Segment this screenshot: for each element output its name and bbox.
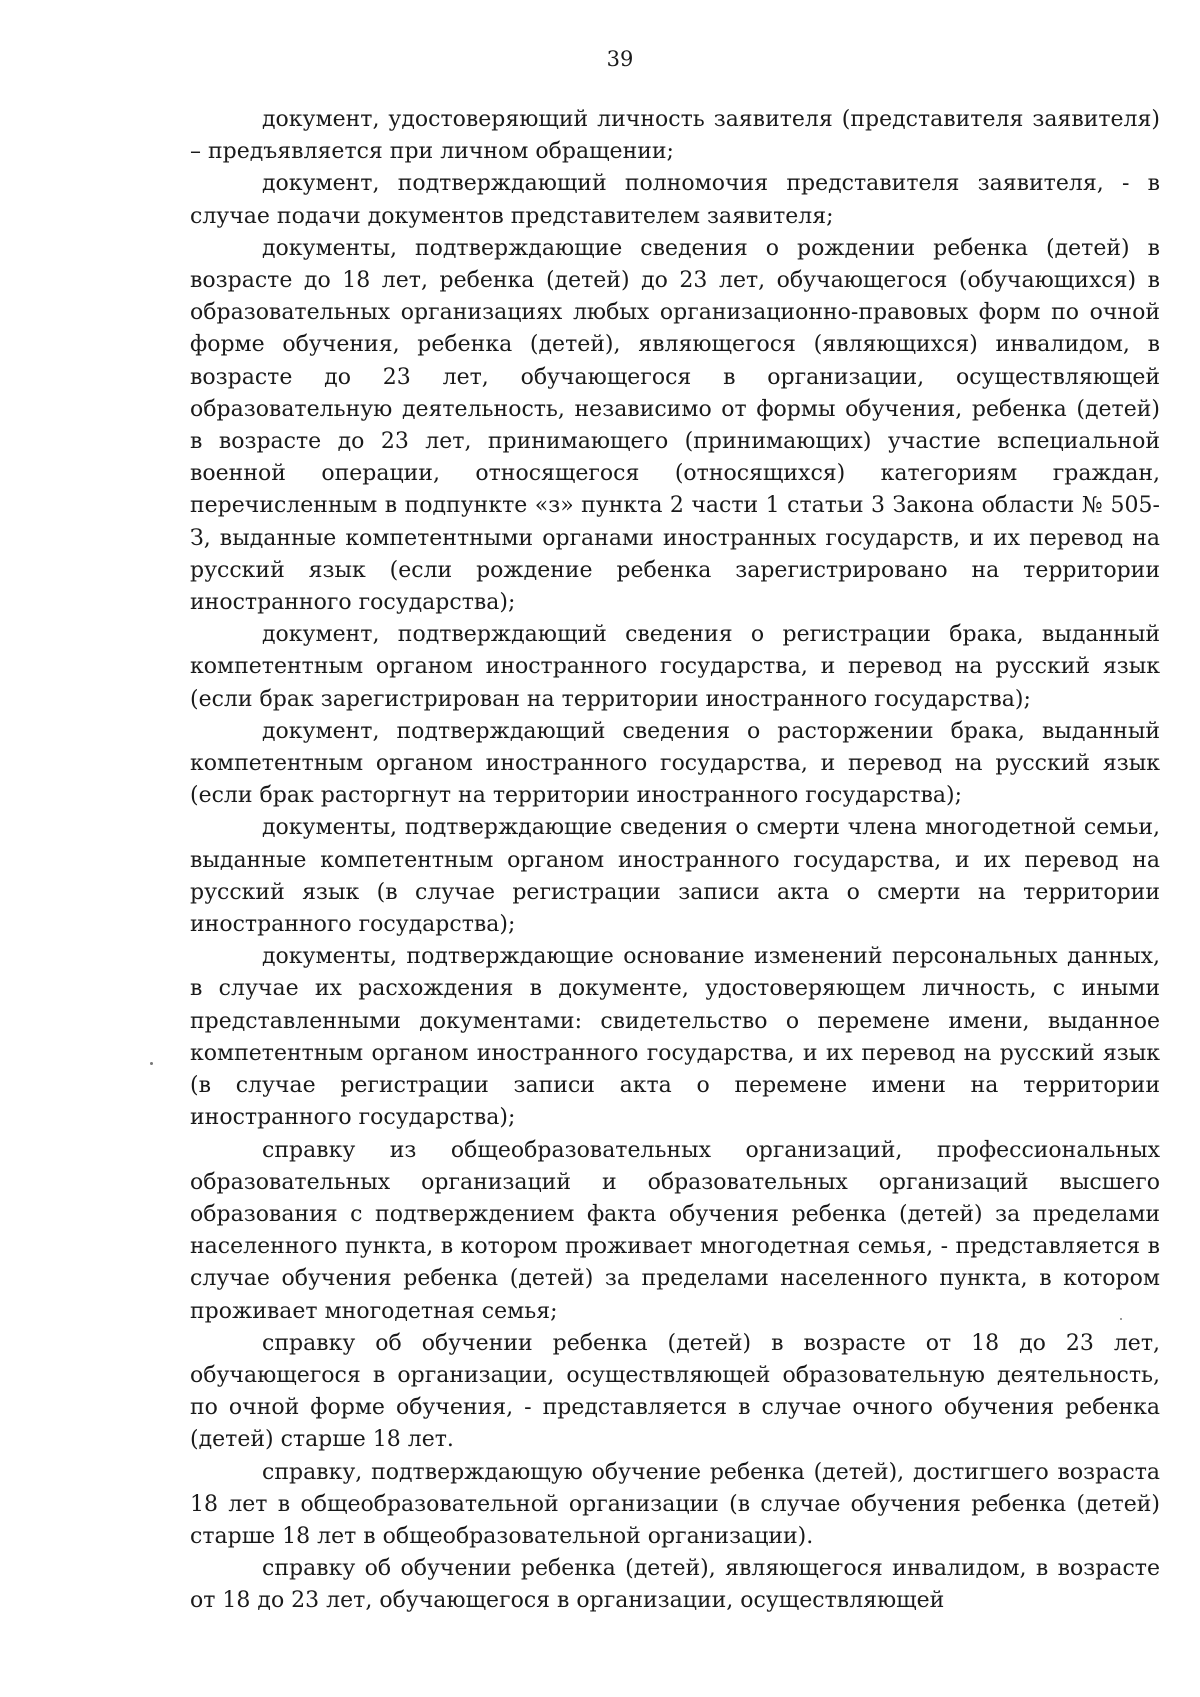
paragraph-general-education-certificate: справку, подтверждающую обучение ребенка (детей), достигшего возраста 18 лет в общеобразовательной организации (в случае обучения ребенка (детей) старше 18 лет в общеобразовательной организации). (190, 1459, 1160, 1549)
paragraph-marriage-registration: документ, подтверждающий сведения о регистрации брака, выданный компетентным органом иностранного государства, и перевод на русский язык (если брак зарегистрирован на территории иностранного государства); (190, 622, 1160, 712)
paragraph-representative-authority: документ, подтверждающий полномочия представителя заявителя, - в случае подачи документов представителем заявителя; (190, 171, 1160, 229)
paragraph-death-documents: документы, подтверждающие сведения о смерти члена многодетной семьи, выданные компетентным органом иностранного государства, и их перевод на русский язык (в случае регистрации записи акта о смерти на территории иностранного государства); (190, 815, 1160, 938)
paragraph-identity-document: документ, удостоверяющий личность заявителя (представителя заявителя) – предъявляется при личном обращении; (190, 107, 1160, 165)
paragraph-study-certificate-18-23: справку об обучении ребенка (детей) в возрасте от 18 до 23 лет, обучающегося в организации, осуществляющей образовательную деятельность, по очной форме обучения, - представляется в случае очного обучения ребенка (детей) старше 18 лет. (190, 1330, 1160, 1453)
paragraph-name-change: документы, подтверждающие основание изменений персональных данных, в случае их расхождения в документе, удостоверяющем личность, с иными представленными документами: свидетельство о перемене имени, выданное компетентным органом иностранного государства, и их перевод на русский язык (в случае регистрации записи акта о перемене имени на территории иностранного государства); (190, 944, 1160, 1131)
scan-speck (1120, 1318, 1122, 1320)
document-body (190, 104, 1160, 1618)
paragraph-education-certificate: справку из общеобразовательных организаций, профессиональных образовательных организаций и образовательных организаций высшего образования с подтверждением факта обучения ребенка (детей) за пределами населенного пункта, в котором проживает многодетная семья, - представляется в случае обучения ребенка (детей) за пределами населенного пункта, в котором проживает многодетная семья; (190, 1137, 1160, 1324)
paragraph-divorce: документ, подтверждающий сведения о расторжении брака, выданный компетентным органом иностранного государства, и перевод на русский язык (если брак расторгнут на территории иностранного государства); (190, 718, 1160, 809)
paragraph-disabled-child-certificate: справку об обучении ребенка (детей), являющегося инвалидом, в возрасте от 18 до 23 лет, обучающегося в организации, осуществляющей (190, 1556, 1160, 1614)
scan-speck (150, 1062, 153, 1065)
paragraph-birth-documents: документы, подтверждающие сведения о рождении ребенка (детей) в возрасте до 18 лет, ребенка (детей) до 23 лет, обучающегося (обучающихся) в образовательных организациях любых организационно-правовых форм по очной форме обучения, ребенка (детей), являющегося (являющихся) инвалидом, в возрасте до 23 лет, обучающегося в организации, осуществляющей образовательную деятельность, независимо от формы обучения, ребенка (детей) в возрасте до 23 лет, принимающего (принимающих) участие вспециальной военной операции, относящегося (относящихся) категориям граждан, перечисленным в подпункте «з» пункта 2 части 1 статьи 3 Закона области № 505-З, выданные компетентными органами иностранных государств, и их перевод на русский язык (если рождение ребенка зарегистрировано на территории иностранного государства); (190, 235, 1160, 616)
page-number: 39 (606, 47, 634, 71)
